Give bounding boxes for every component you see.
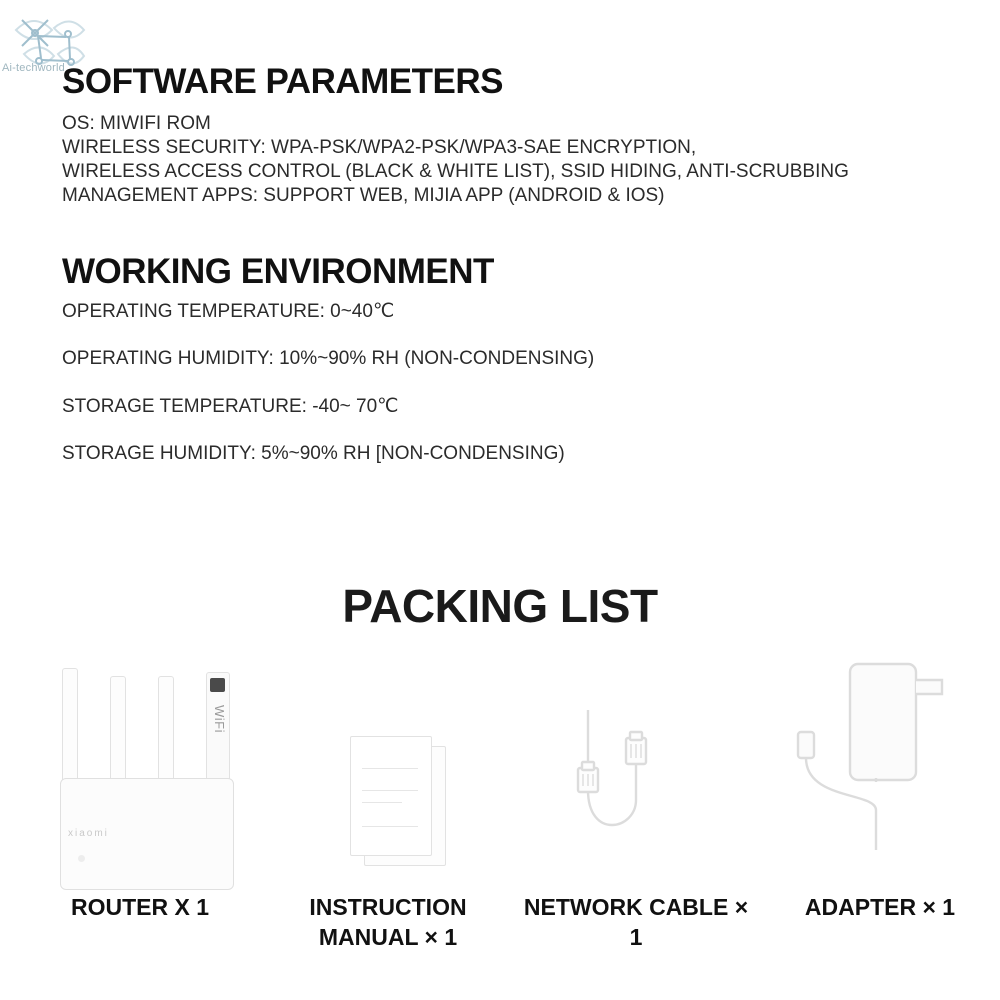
router-antenna <box>110 676 126 782</box>
manual-text-line <box>362 790 418 791</box>
packing-list-title: PACKING LIST <box>342 579 658 632</box>
router-brand-label: xiaomi <box>68 828 109 839</box>
wifi-badge-icon <box>210 678 225 692</box>
manual-front-page <box>350 736 432 856</box>
network-cable-icon <box>516 650 756 890</box>
working-environment-row: OPERATING TEMPERATURE: 0~40℃ <box>62 301 395 322</box>
power-adapter-icon <box>760 650 1000 890</box>
packing-item-manual <box>268 650 508 980</box>
working-environment-row: OPERATING HUMIDITY: 10%~90% RH (NON-CONDENSING) <box>62 348 595 369</box>
packing-item-label: NETWORK CABLE × 1 <box>523 894 749 950</box>
network-cable-illustration <box>516 650 756 890</box>
working-environment-body <box>62 300 594 490</box>
manual-text-line <box>362 768 418 769</box>
packing-list-items <box>0 650 1000 980</box>
packing-item-router <box>20 650 260 980</box>
packing-item-adapter <box>760 650 1000 980</box>
software-parameters-body <box>62 112 849 208</box>
router-illustration <box>20 650 260 890</box>
packing-item-label: ROUTER X 1 <box>70 894 210 920</box>
router-wifi-label: WiFi <box>212 705 227 733</box>
router-antenna <box>62 668 78 782</box>
working-environment-row: STORAGE HUMIDITY: 5%~90% RH [NON-CONDENSING) <box>62 443 565 464</box>
packing-item-network-cable <box>516 650 756 980</box>
manual-illustration <box>268 650 508 890</box>
software-parameters-title: SOFTWARE PARAMETERS <box>62 62 503 101</box>
manual-text-line <box>362 826 418 827</box>
manual-text-line <box>362 802 402 803</box>
software-line: MANAGEMENT APPS: SUPPORT WEB, MIJIA APP (ANDROID & IOS) <box>62 185 665 206</box>
packing-item-label: INSTRUCTION MANUAL × 1 <box>309 894 467 950</box>
software-line: WIRELESS SECURITY: WPA-PSK/WPA2-PSK/WPA3-SAE ENCRYPTION, <box>62 137 697 158</box>
packing-item-label: ADAPTER × 1 <box>804 894 956 920</box>
watermark-label: Ai-techworld <box>2 62 65 74</box>
router-led-icon <box>78 855 85 862</box>
working-environment-title: WORKING ENVIRONMENT <box>62 252 494 291</box>
power-adapter-illustration <box>760 650 1000 890</box>
software-line: OS: MIWIFI ROM <box>62 113 211 134</box>
working-environment-row: STORAGE TEMPERATURE: -40~ 70℃ <box>62 396 399 417</box>
router-antenna <box>158 676 174 782</box>
software-line: WIRELESS ACCESS CONTROL (BLACK & WHITE LIST), SSID HIDING, ANTI-SCRUBBING <box>62 161 849 182</box>
